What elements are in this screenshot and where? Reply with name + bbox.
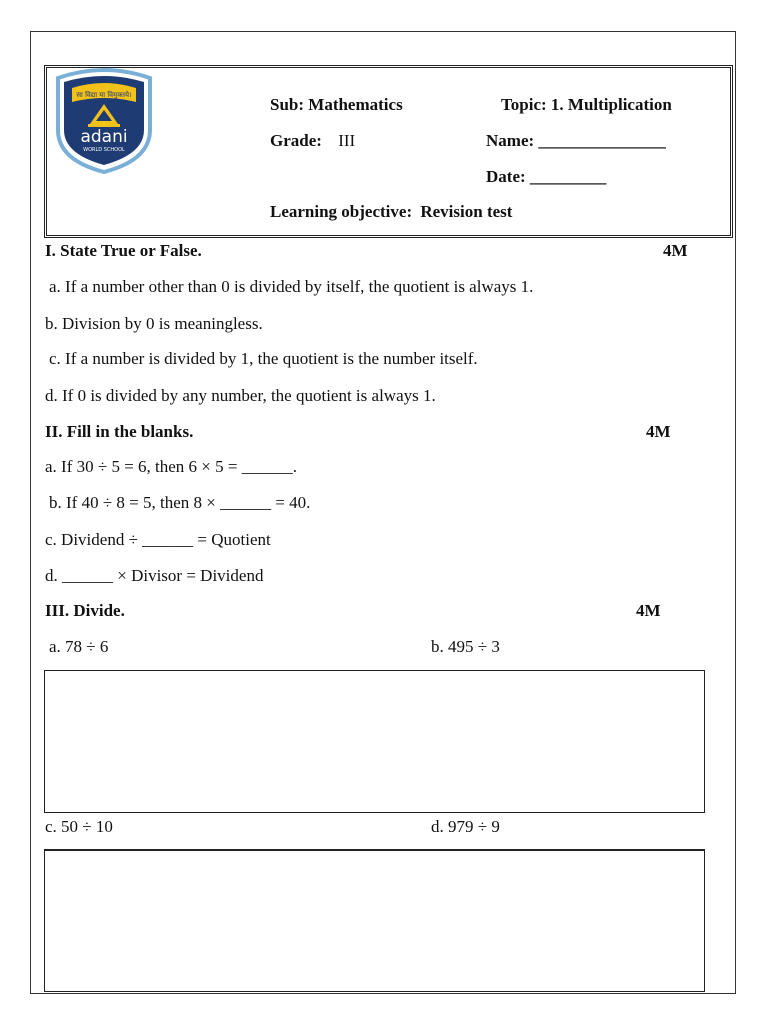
section3-item-c: c. 50 ÷ 10 (45, 817, 113, 836)
school-logo (50, 68, 158, 176)
section1-marks: 4M (663, 241, 688, 260)
section1-title: I. State True or False. (45, 241, 202, 260)
section3-item-b: b. 495 ÷ 3 (431, 637, 500, 656)
learning-objective (270, 202, 512, 222)
topic-label: Topic: 1. Multiplication (501, 95, 672, 114)
logo-subtitle: WORLD SCHOOL (83, 147, 125, 153)
learning-objective-label: Learning objective: (270, 202, 413, 221)
section2-item-c: c. Dividend ÷ ______ = Quotient (45, 530, 271, 549)
section1-item-d: d. If 0 is divided by any number, the quotient is always 1. (45, 386, 436, 405)
grade-row (270, 131, 355, 151)
section3-item-d: d. 979 ÷ 9 (431, 817, 500, 836)
date-field[interactable]: Date: _________ (486, 167, 607, 186)
section3-marks: 4M (636, 601, 661, 620)
learning-objective-value: Revision test (420, 202, 513, 221)
grade-value: III (338, 131, 356, 150)
section1-item-b: b. Division by 0 is meaningless. (45, 314, 263, 333)
answer-box-ab[interactable] (44, 670, 705, 813)
section1-item-a: a. If a number other than 0 is divided by itself, the quotient is always 1. (49, 277, 534, 296)
logo-tagline: सा विद्या या विमुक्तये। (76, 91, 132, 99)
section2-item-a: a. If 30 ÷ 5 = 6, then 6 × 5 = ______. (45, 457, 297, 476)
section1-item-c: c. If a number is divided by 1, the quotient is the number itself. (49, 349, 478, 368)
section3-title: III. Divide. (45, 601, 125, 620)
grade-label: Grade: (270, 131, 322, 150)
answer-box-cd[interactable] (44, 849, 705, 992)
section3-item-a: a. 78 ÷ 6 (49, 637, 109, 656)
section2-item-b: b. If 40 ÷ 8 = 5, then 8 × ______ = 40. (49, 493, 311, 512)
section2-title: II. Fill in the blanks. (45, 422, 194, 441)
subject-label: Sub: Mathematics (270, 95, 403, 114)
section2-item-d: d. ______ × Divisor = Dividend (45, 566, 264, 585)
name-field[interactable]: Name: _______________ (486, 131, 666, 150)
logo-brand: adani (80, 127, 128, 147)
section2-marks: 4M (646, 422, 671, 441)
